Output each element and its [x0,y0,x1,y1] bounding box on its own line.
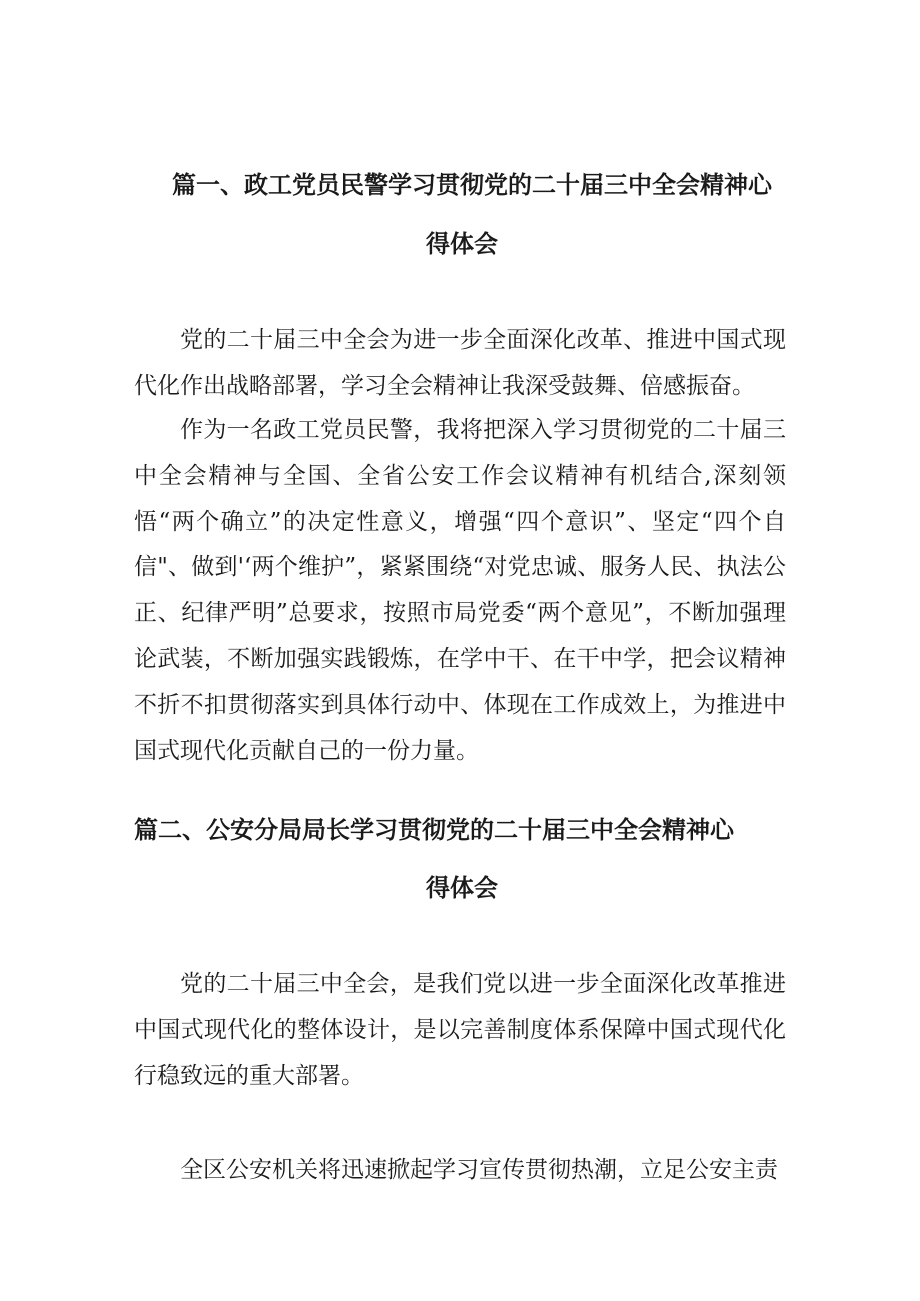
section-2-paragraph-1: 党的二十届三中全会，是我们党以进一步全面深化改革推进中国式现代化的整体设计，是以完善制度体系保障中国式现代化行稳致远的重大部署。 [134,971,786,1089]
section-2-paragraph-2: 全区公安机关将迅速掀起学习宣传贯彻热潮，立足公安主责 [180,1157,778,1183]
section-1-paragraph-2: 作为一名政工党员民警，我将把深入学习贯彻党的二十届三中全会精神与全国、全省公安工作会议精神有机结合,深刻领悟“两个确立”的决定性意义，增强“四个意识”、坚定“四个自信"、做到'‘两个维护”，紧紧围绕“对党忠诚、服务人民、执法公正、纪律严明”总要求，按照市局党委“两个意见”，不断加强理论武装，不断加强实践锻炼，在学中干、在干中学，把会议精神不折不扣贯彻落实到具体行动中、体现在工作成效上，为推进中国式现代化贡献自己的一份力量。 [134,417,786,764]
section-1-title-line-1: 篇一、政工党员民警学习贯彻党的二十届三中全会精神心 [172,171,772,199]
section-1-paragraph-1: 党的二十届三中全会为进一步全面深化改革、推进中国式现代化作出战略部署，学习全会精神让我深受鼓舞、倍感振奋。 [134,327,786,399]
section-1-title-line-2: 得体会 [426,230,498,258]
section-2-title-line-1: 篇二、公安分局局长学习贯彻党的二十届三中全会精神心 [134,816,734,844]
section-2-title-line-2: 得体会 [426,874,498,902]
